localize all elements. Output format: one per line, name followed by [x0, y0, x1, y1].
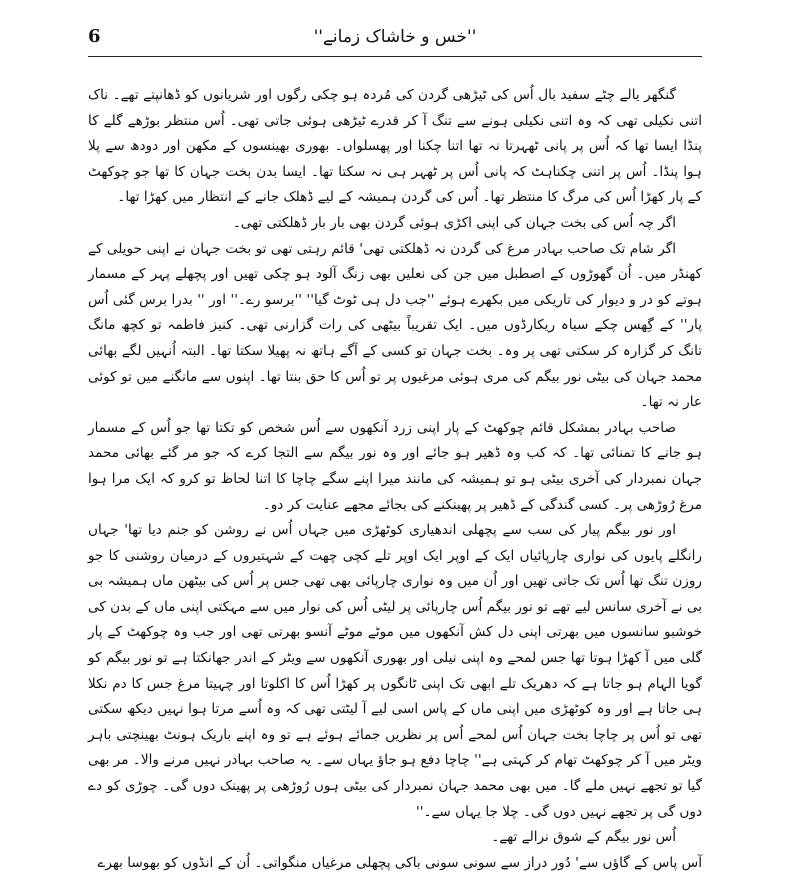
paragraph-5: اور نور بیگم پیار کی سب سے پچھلی اندھیاری کوٹھڑی میں جہاں اُس نے روشن کو جنم دیا تھا' جہاں رانگلے پایوں کی نواری چارپائیاں ایک کے اوپر ایک اوپر تلے کچی چھت کے شہتیروں کے درمیان روشنی کا جو روزن تنگ تھا اُس تک جاتی تھیں اور اُن میں وہ نواری چارپائی بھی تھی جس پر اُس کی بیٹھن ماں ہمیشہ بی بی نے آخری سانس لیے تھے تو نور بیگم اُس چارپائی پر لیٹی اُس کی نوار میں سے مہکتی اپنی ماں کے بدن کی خوشبو سانسوں میں بھرتی اپنی دل کش آنکھوں میں موٹے موٹے آنسو بھرتی تھی اور جب وہ چوکھٹ کے پار گلی میں آ کھڑا ہوتا تھا جس لمحے وہ اپنی نیلی اور بھوری آنکھوں سے ویٹر کے اندر جھانکتا ہے تو نور بیگم کو گویا الہام ہو جاتا ہے کہ دھریک تلے ابھی تک اپنی ٹانگوں پر کھڑا اُس کا اکلوتا اور چہیتا مرغ جس کا دم نکلا ہی جاتا ہے اور وہ کوٹھڑی میں اپنی ماں کے پاس اسی لیے آ لیٹتی تھی کہ وہ اُسے مرتا ہوا نہیں دیکھ سکتی تھی تو اُس پر چاچا بخت جہان اُس لمحے اُس پر نظریں جمائے ہوئے ہے تو وہ اپنے باریک ہونٹ بھینچتی باہر ویٹر میں آ کر چوکھٹ تھام کر کہتی ہے'' چاچا دفع ہو جاؤ یہاں سے۔ یہ صاحب بہادر نہیں مرنے والا۔ مر بھی گیا تو تجھے نہیں ملے گا۔ میں بھی محمد جہان نمبردار کی بیٹی ہوں رُوڑھی پر پھینک دوں گی۔ چوڑی کو دے دوں گی پر تجھے نہیں دوں گی۔ چلا جا یہاں سے۔'' [88, 522, 702, 820]
paragraph-3: اگر شام تک صاحب بہادر مرغ کی گردن نہ ڈھلکتی تھی' قائم رہتی تھی تو بخت جہان نے اپنی حویلی کے کھنڈر میں۔ اُن گھوڑوں کے اصطبل میں جن کی نعلیں بھی زنگ آلود ہو چکی تھیں اور پچھلے پہر کے مسمار ہوتے کو در و دیوار کی تاریکی میں بکھرے ہوئے ''جب دل ہی ٹوٹ گیا'' ''برسو رے۔'' اور '' بدرا برس گئی اُس پار'' کے گِھس چکے سیاہ ریکارڈوں میں۔ ایک تقریباً بیٹھی کی رات گزارنی تھی۔ کنیز فاطمہ تو کچھ مانگ تانگ کر گزارہ کر سکتی تھی پر وہ۔ بخت جہان تو کسی کے آگے ہاتھ نہ پھیلا سکتا تھا۔ البتہ اُنہیں لگے بھائی محمد جہان کی بیٹی نور بیگم کی مری ہوئی مرغیوں پر تو اُس کا حق بنتا تھا۔ اپنوں سے مانگنے میں تو کوئی عار نہ تھا۔ [88, 240, 702, 411]
running-title: ''خس و خاشاک زمانے'' [313, 27, 477, 47]
body-text [88, 83, 702, 876]
paragraph-1: گنگھر یالے چٹے سفید بال اُس کی ٹیڑھی گردن کی مُردہ ہو چکی رگوں اور شریانوں کو ڈھانپتے تھے۔ ناک اتنی نکیلی تھی کہ وہ اتنی نکیلی ہونے سے تنگ آ کر قدرے ٹیڑھی ہوئی جاتی تھی۔ اُس منتظر بوڑھے گلے کا پنڈا ایسا تھا کہ اُس پر پانی ٹھہرتا نہ تھا اتنا چکنا اور پھسلواں۔ بھوری بھینسوں کے مکھن اور دودھ سے پلا ہوا پنڈا۔ اُس پر اتنی چکناہٹ کہ پانی اُس پر ٹھہر ہی نہ سکتا تھا۔ ایسا بدن بخت جہان کا تھا جو چوکھٹ کے پار کھڑا اُس کی مرگ کا منتظر تھا۔ اُس کی گردن ہمیشہ کے لیے ڈھلک جانے کے انتظار میں کھڑا تھا۔ [88, 87, 702, 206]
paragraph-7: آس پاس کے گاؤں سے' دُور دراز سے سونی سونی باکی پچھلی مرغیاں منگواتی۔ اُن کے انڈوں کو بھوسا بھرے [97, 854, 702, 871]
paragraph-6: اُس نور بیگم کے شوق نرالے تھے۔ [491, 829, 676, 846]
paragraph-4: صاحب بہادر بمشکل قائم چوکھٹ کے پار اپنی زرد آنکھوں سے اُس شخص کو تکتا تھا جو اُس کے مسمار ہو جانے کا تمنائی تھا۔ کہ کب وہ ڈھیر ہو جائے اور وہ نور بیگم سے التجا کرے کہ جو مر گئے بھائی محمد جہان نمبردار کی آخری بیٹی ہو تو ہمیشہ کی مانند میرا اپنے سگے چاچا کا اتنا لحاظ تو کرو کہ ایک مرا ہوا مرغ رُوڑھی پر۔ کسی گندگی کے ڈھیر پر پھینکنے کی بجائے مجھے عنایت کر دو۔ [88, 419, 702, 513]
paragraph-2: اگر چہ اُس کی بخت جہان کی اپنی اکڑی ہوئی گردن بھی بار بار ڈھلکتی تھی۔ [232, 214, 676, 231]
page-number: 6 [88, 26, 101, 47]
page-header [88, 22, 702, 57]
